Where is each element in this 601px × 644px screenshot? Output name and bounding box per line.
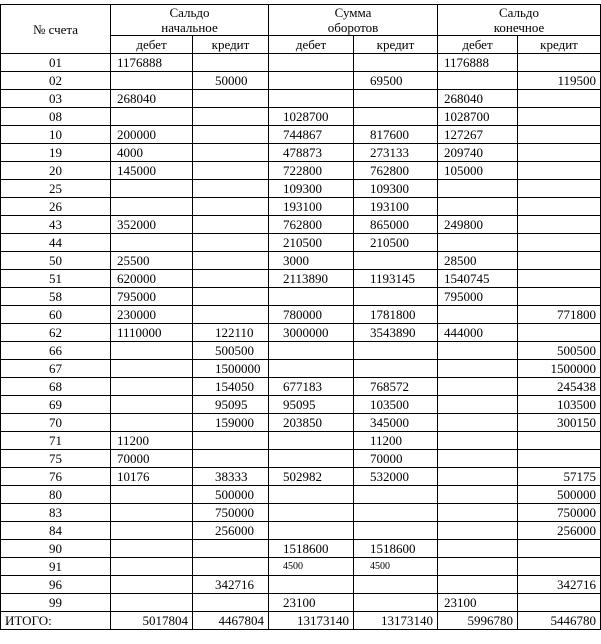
cell-closing-credit [518,540,601,558]
cell-turnover-debit: 677183 [269,378,354,396]
cell-turnover-credit: 768572 [354,378,438,396]
cell-closing-credit [518,108,601,126]
cell-closing-debit: 105000 [438,162,518,180]
account-number: 69 [1,396,111,414]
table-row [1,180,601,198]
table-row [1,306,601,324]
cell-turnover-credit: 1518600 [354,540,438,558]
cell-opening-credit [193,108,269,126]
table-row [1,504,601,522]
cell-opening-debit [111,198,193,216]
account-number: 70 [1,414,111,432]
account-number: 99 [1,594,111,612]
cell-closing-debit [438,180,518,198]
account-number: 58 [1,288,111,306]
cell-opening-debit: 795000 [111,288,193,306]
cell-closing-debit [438,504,518,522]
cell-opening-credit: 95095 [193,396,269,414]
table-row [1,486,601,504]
account-number: 20 [1,162,111,180]
cell-turnover-credit [354,522,438,540]
cell-closing-debit [438,432,518,450]
cell-opening-debit: 620000 [111,270,193,288]
cell-turnover-credit: 1781800 [354,306,438,324]
cell-closing-credit [518,288,601,306]
cell-opening-debit: 4000 [111,144,193,162]
account-number: 71 [1,432,111,450]
cell-opening-credit [193,234,269,252]
cell-closing-credit: 57175 [518,468,601,486]
cell-turnover-credit: 11200 [354,432,438,450]
cell-closing-debit: 444000 [438,324,518,342]
account-number: 26 [1,198,111,216]
table-row [1,432,601,450]
cell-opening-credit: 256000 [193,522,269,540]
account-number: 75 [1,450,111,468]
cell-opening-credit: 500000 [193,486,269,504]
cell-opening-debit [111,360,193,378]
cell-turnover-credit: 1193145 [354,270,438,288]
cell-closing-credit [518,198,601,216]
cell-closing-debit [438,72,518,90]
cell-closing-debit [438,414,518,432]
table-row [1,414,601,432]
cell-closing-debit: 268040 [438,90,518,108]
cell-opening-debit [111,414,193,432]
cell-opening-debit: 10176 [111,468,193,486]
table-row [1,216,601,234]
cell-closing-debit [438,396,518,414]
total-turnover-debit: 13173140 [269,612,354,630]
table-row [1,288,601,306]
cell-opening-debit [111,594,193,612]
cell-closing-debit [438,198,518,216]
cell-closing-credit: 342716 [518,576,601,594]
table-row [1,252,601,270]
cell-turnover-debit [269,522,354,540]
table-row [1,396,601,414]
cell-turnover-credit: 69500 [354,72,438,90]
cell-opening-credit [193,252,269,270]
account-number: 43 [1,216,111,234]
account-number: 76 [1,468,111,486]
cell-turnover-debit: 95095 [269,396,354,414]
cell-opening-credit [193,270,269,288]
cell-opening-debit: 352000 [111,216,193,234]
cell-opening-credit [193,90,269,108]
cell-closing-credit [518,324,601,342]
cell-closing-debit [438,234,518,252]
cell-closing-credit: 300150 [518,414,601,432]
header-turnover-line2: оборотов [327,20,379,35]
cell-opening-debit [111,342,193,360]
cell-opening-credit [193,432,269,450]
cell-opening-debit [111,486,193,504]
cell-turnover-debit: 210500 [269,234,354,252]
cell-closing-debit [438,360,518,378]
cell-opening-credit: 38333 [193,468,269,486]
cell-turnover-credit: 865000 [354,216,438,234]
header-closing-debit: дебет [438,36,518,54]
cell-closing-debit: 28500 [438,252,518,270]
cell-turnover-debit [269,288,354,306]
table-row [1,234,601,252]
cell-closing-credit: 103500 [518,396,601,414]
account-number: 19 [1,144,111,162]
header-turnover-line1: Сумма [334,5,372,20]
cell-opening-credit [193,126,269,144]
cell-closing-credit: 771800 [518,306,601,324]
cell-opening-credit [193,216,269,234]
cell-closing-debit [438,522,518,540]
cell-turnover-credit: 103500 [354,396,438,414]
cell-turnover-debit: 109300 [269,180,354,198]
cell-closing-debit [438,450,518,468]
cell-turnover-debit [269,90,354,108]
table-row [1,270,601,288]
cell-closing-credit: 1500000 [518,360,601,378]
account-number: 10 [1,126,111,144]
cell-closing-credit [518,432,601,450]
cell-turnover-debit [269,486,354,504]
account-number: 67 [1,360,111,378]
cell-opening-credit: 342716 [193,576,269,594]
table-row [1,450,601,468]
account-number: 96 [1,576,111,594]
table-body [1,54,601,612]
account-number: 25 [1,180,111,198]
header-opening-balance [111,5,269,36]
cell-opening-credit [193,288,269,306]
table-row [1,558,601,576]
account-number: 68 [1,378,111,396]
cell-turnover-credit [354,360,438,378]
cell-closing-debit: 127267 [438,126,518,144]
cell-opening-debit: 145000 [111,162,193,180]
header-opening-credit: кредит [193,36,269,54]
cell-opening-debit: 230000 [111,306,193,324]
cell-turnover-debit [269,450,354,468]
cell-opening-credit [193,180,269,198]
account-number: 51 [1,270,111,288]
cell-turnover-credit [354,342,438,360]
cell-closing-credit [518,180,601,198]
cell-opening-credit: 750000 [193,504,269,522]
table-row [1,108,601,126]
cell-closing-credit [518,270,601,288]
header-opening-line2: начальное [161,20,218,35]
cell-turnover-debit: 722800 [269,162,354,180]
table-row [1,468,601,486]
cell-turnover-credit [354,252,438,270]
cell-closing-debit [438,468,518,486]
account-number: 80 [1,486,111,504]
cell-turnover-debit: 478873 [269,144,354,162]
cell-opening-debit: 1176888 [111,54,193,72]
cell-turnover-debit [269,432,354,450]
cell-turnover-credit: 70000 [354,450,438,468]
cell-closing-debit [438,576,518,594]
cell-closing-debit [438,306,518,324]
total-closing-credit: 5446780 [518,612,601,630]
cell-opening-credit [193,162,269,180]
cell-turnover-debit: 744867 [269,126,354,144]
cell-turnover-debit: 2113890 [269,270,354,288]
cell-turnover-credit: 210500 [354,234,438,252]
account-number: 91 [1,558,111,576]
cell-closing-credit [518,216,601,234]
cell-opening-debit [111,558,193,576]
header-closing-balance [438,5,601,36]
cell-turnover-credit: 273133 [354,144,438,162]
cell-turnover-debit [269,360,354,378]
table-row [1,90,601,108]
cell-closing-credit [518,162,601,180]
cell-turnover-credit [354,108,438,126]
cell-opening-credit: 122110 [193,324,269,342]
cell-opening-debit [111,576,193,594]
cell-closing-credit [518,558,601,576]
cell-closing-credit: 245438 [518,378,601,396]
table-row [1,342,601,360]
header-turnover [269,5,438,36]
cell-opening-debit [111,378,193,396]
cell-closing-credit: 750000 [518,504,601,522]
cell-opening-debit: 70000 [111,450,193,468]
cell-turnover-credit [354,54,438,72]
cell-turnover-credit [354,90,438,108]
table-row [1,540,601,558]
cell-opening-debit [111,396,193,414]
cell-closing-credit [518,144,601,162]
account-number: 83 [1,504,111,522]
cell-closing-debit [438,540,518,558]
cell-opening-credit [193,54,269,72]
cell-turnover-debit: 762800 [269,216,354,234]
account-number: 60 [1,306,111,324]
cell-closing-credit [518,126,601,144]
cell-turnover-credit [354,504,438,522]
header-turnover-credit: кредит [354,36,438,54]
table-row [1,198,601,216]
header-closing-line2: конечное [493,20,545,35]
cell-closing-credit [518,594,601,612]
total-turnover-credit: 13173140 [354,612,438,630]
cell-turnover-debit [269,54,354,72]
total-row [1,612,601,630]
total-opening-credit: 4467804 [193,612,269,630]
account-number: 50 [1,252,111,270]
cell-opening-debit: 200000 [111,126,193,144]
account-number: 08 [1,108,111,126]
cell-turnover-debit: 4500 [269,558,354,576]
account-number: 62 [1,324,111,342]
table-row [1,144,601,162]
cell-closing-credit [518,234,601,252]
header-closing-line1: Сальдо [498,5,540,20]
cell-turnover-credit: 193100 [354,198,438,216]
cell-turnover-credit: 109300 [354,180,438,198]
cell-opening-debit [111,522,193,540]
cell-turnover-credit [354,576,438,594]
cell-opening-credit [193,540,269,558]
table-row [1,162,601,180]
cell-opening-credit [193,198,269,216]
table-row [1,576,601,594]
cell-turnover-debit [269,504,354,522]
cell-opening-debit [111,180,193,198]
total-closing-debit: 5996780 [438,612,518,630]
account-number: 44 [1,234,111,252]
cell-turnover-credit: 817600 [354,126,438,144]
cell-turnover-credit: 532000 [354,468,438,486]
cell-opening-credit [193,594,269,612]
cell-turnover-debit: 193100 [269,198,354,216]
account-number: 01 [1,54,111,72]
cell-turnover-debit: 1028700 [269,108,354,126]
header-turnover-debit: дебет [269,36,354,54]
cell-turnover-credit: 345000 [354,414,438,432]
cell-opening-debit: 268040 [111,90,193,108]
cell-opening-debit: 1110000 [111,324,193,342]
cell-opening-debit: 11200 [111,432,193,450]
cell-closing-debit: 209740 [438,144,518,162]
cell-closing-credit [518,90,601,108]
table-row [1,324,601,342]
cell-closing-debit [438,342,518,360]
cell-turnover-credit [354,594,438,612]
table-row [1,378,601,396]
cell-turnover-debit [269,342,354,360]
cell-closing-debit: 795000 [438,288,518,306]
cell-closing-debit [438,558,518,576]
account-number: 84 [1,522,111,540]
cell-opening-debit [111,504,193,522]
cell-closing-credit: 256000 [518,522,601,540]
cell-turnover-debit: 23100 [269,594,354,612]
cell-turnover-credit [354,288,438,306]
cell-closing-debit: 1540745 [438,270,518,288]
cell-closing-debit [438,378,518,396]
cell-opening-credit [193,144,269,162]
cell-opening-credit [193,558,269,576]
cell-closing-credit: 500000 [518,486,601,504]
cell-closing-credit [518,54,601,72]
cell-opening-debit [111,72,193,90]
account-number: 03 [1,90,111,108]
cell-closing-credit [518,450,601,468]
header-account: № счета [1,5,111,54]
account-number: 66 [1,342,111,360]
cell-turnover-credit: 3543890 [354,324,438,342]
cell-turnover-debit: 203850 [269,414,354,432]
table-row [1,72,601,90]
cell-closing-debit: 1028700 [438,108,518,126]
table-row [1,594,601,612]
cell-opening-credit [193,306,269,324]
cell-turnover-credit [354,486,438,504]
cell-closing-debit: 249800 [438,216,518,234]
table-row [1,522,601,540]
table-row [1,54,601,72]
table-row [1,360,601,378]
cell-turnover-debit: 502982 [269,468,354,486]
cell-opening-debit: 25500 [111,252,193,270]
cell-opening-debit [111,234,193,252]
header-opening-debit: дебет [111,36,193,54]
cell-opening-credit [193,450,269,468]
cell-turnover-credit: 762800 [354,162,438,180]
account-number: 02 [1,72,111,90]
cell-turnover-debit: 3000 [269,252,354,270]
cell-turnover-debit: 1518600 [269,540,354,558]
cell-closing-credit [518,252,601,270]
balance-sheet-table [0,4,601,630]
cell-opening-credit: 154050 [193,378,269,396]
cell-opening-credit: 159000 [193,414,269,432]
cell-closing-credit: 500500 [518,342,601,360]
table-row [1,126,601,144]
cell-turnover-debit: 3000000 [269,324,354,342]
cell-closing-debit: 23100 [438,594,518,612]
cell-turnover-credit: 4500 [354,558,438,576]
cell-closing-credit: 119500 [518,72,601,90]
header-row-groups [1,5,601,36]
account-number: 90 [1,540,111,558]
cell-opening-debit [111,108,193,126]
cell-turnover-debit [269,576,354,594]
cell-opening-credit: 1500000 [193,360,269,378]
total-label: ИТОГО: [1,612,111,630]
cell-opening-debit [111,540,193,558]
cell-turnover-debit: 780000 [269,306,354,324]
total-opening-debit: 5017804 [111,612,193,630]
cell-turnover-debit [269,72,354,90]
cell-opening-credit: 50000 [193,72,269,90]
cell-closing-debit [438,486,518,504]
cell-closing-debit: 1176888 [438,54,518,72]
header-closing-credit: кредит [518,36,601,54]
header-opening-line1: Сальдо [169,5,210,20]
cell-opening-credit: 500500 [193,342,269,360]
